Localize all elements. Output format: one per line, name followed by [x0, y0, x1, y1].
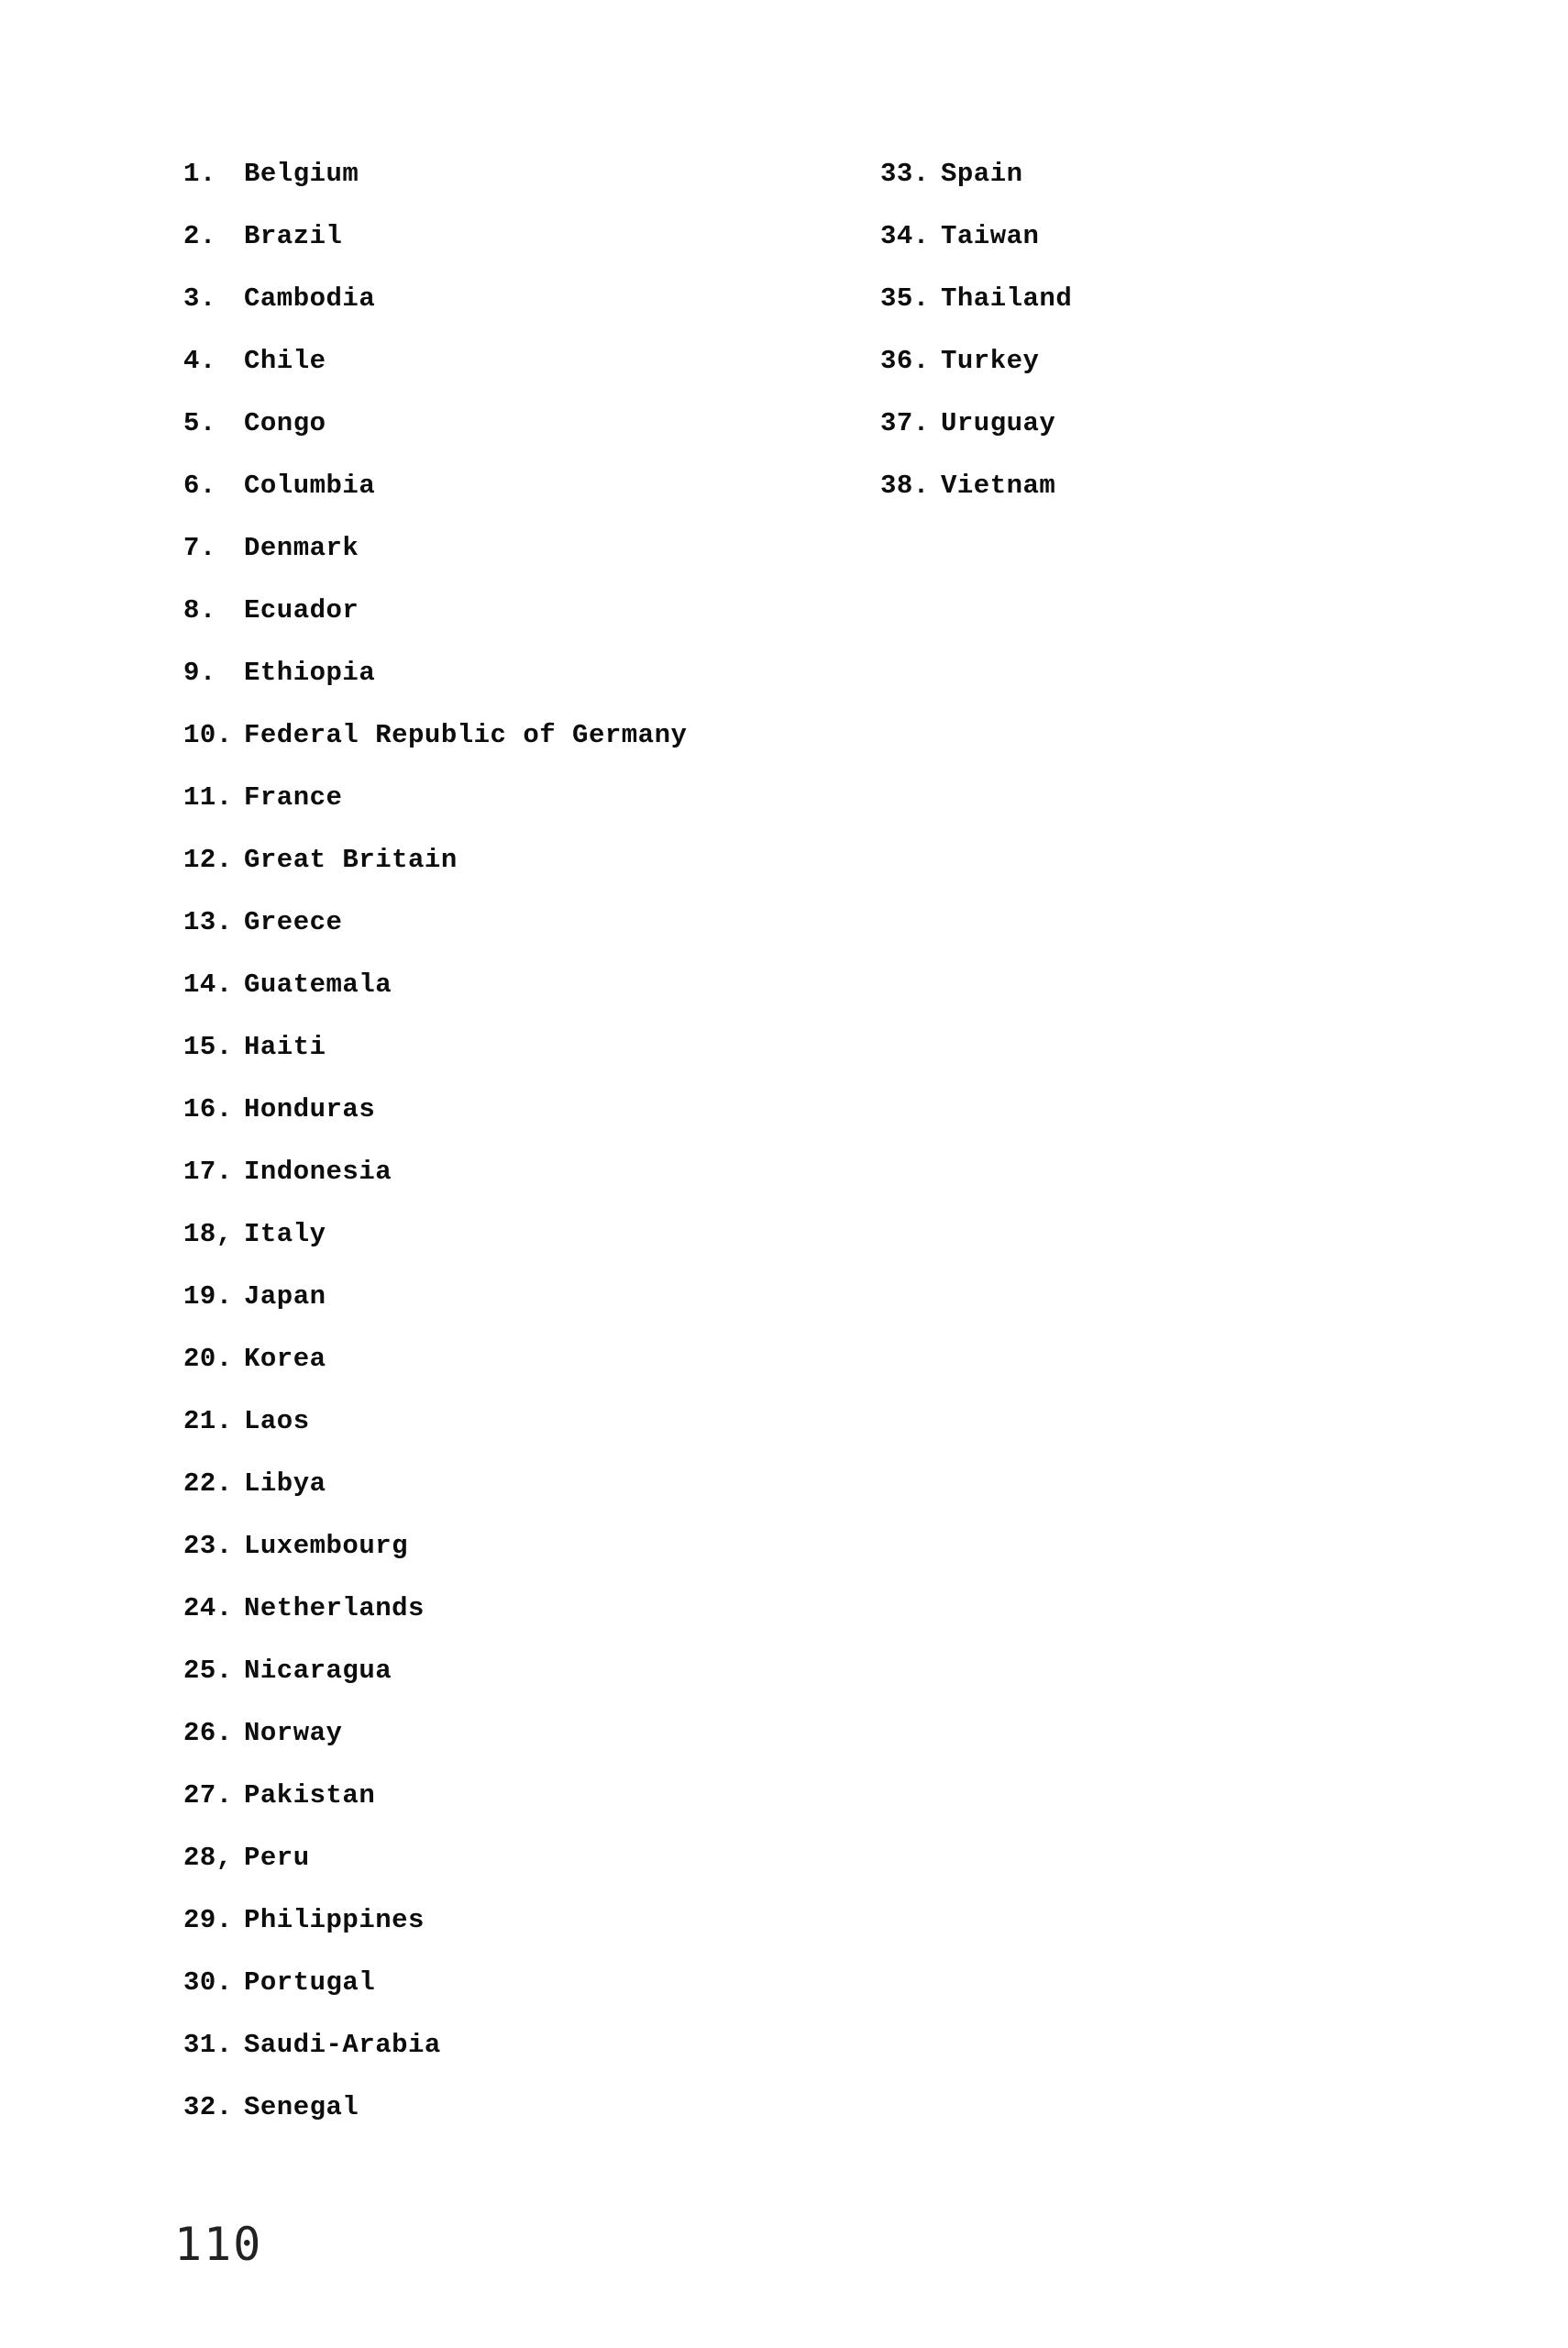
- country-name: Saudi-Arabia: [244, 2030, 441, 2060]
- country-list-item: [183, 2025, 687, 2088]
- item-number: 30.: [183, 1967, 233, 1998]
- country-name: Congo: [244, 408, 326, 438]
- country-list-item: [183, 1277, 687, 1339]
- item-number: 24.: [183, 1593, 233, 1623]
- item-number: 33.: [880, 159, 930, 189]
- item-number: 27.: [183, 1780, 233, 1811]
- country-list-item: [880, 154, 1072, 216]
- item-number: 21.: [183, 1406, 233, 1436]
- country-name: Taiwan: [941, 221, 1040, 251]
- country-name: Guatemala: [244, 969, 392, 1000]
- item-number: 32.: [183, 2092, 233, 2122]
- country-list-item: [183, 903, 687, 965]
- country-list-item: [880, 216, 1072, 279]
- country-name: Ecuador: [244, 595, 359, 626]
- country-list-item: [183, 404, 687, 466]
- country-list-item: [183, 1152, 687, 1214]
- item-number: 17.: [183, 1157, 233, 1187]
- item-number: 20.: [183, 1344, 233, 1374]
- country-name: Greece: [244, 907, 343, 937]
- item-number: 2.: [183, 221, 216, 251]
- country-list-item: [183, 1526, 687, 1589]
- country-list-item: [183, 279, 687, 341]
- country-name: Spain: [941, 159, 1023, 189]
- country-name: Denmark: [244, 533, 359, 563]
- country-list-item: [183, 715, 687, 778]
- item-number: 34.: [880, 221, 930, 251]
- country-name: Portugal: [244, 1967, 376, 1998]
- country-name: Thailand: [941, 283, 1073, 314]
- country-name: Brazil: [244, 221, 343, 251]
- country-list-item: [183, 1090, 687, 1152]
- country-name: Japan: [244, 1281, 326, 1312]
- country-list-item: [183, 466, 687, 528]
- country-list-item: [183, 2088, 687, 2150]
- country-list-item: [183, 216, 687, 279]
- country-name: Indonesia: [244, 1157, 392, 1187]
- country-list-item: [183, 1214, 687, 1277]
- country-name: Norway: [244, 1718, 343, 1748]
- country-list-item: [880, 404, 1072, 466]
- item-number: 14.: [183, 969, 233, 1000]
- country-name: Uruguay: [941, 408, 1056, 438]
- item-number: 19.: [183, 1281, 233, 1312]
- country-name: Federal Republic of Germany: [244, 720, 688, 750]
- country-name: Libya: [244, 1468, 326, 1499]
- country-list-item: [183, 1776, 687, 1838]
- item-number: 38.: [880, 471, 930, 501]
- item-number: 10.: [183, 720, 233, 750]
- country-list-item: [183, 1401, 687, 1464]
- country-name: Chile: [244, 346, 326, 376]
- country-list-item: [183, 1900, 687, 1963]
- country-list-item: [183, 653, 687, 715]
- country-list-item: [183, 965, 687, 1027]
- item-number: 26.: [183, 1718, 233, 1748]
- item-number: 23.: [183, 1531, 233, 1561]
- item-number: 4.: [183, 346, 216, 376]
- item-number: 6.: [183, 471, 216, 501]
- country-list-item: [183, 341, 687, 404]
- country-name: Peru: [244, 1843, 310, 1873]
- item-number: 8.: [183, 595, 216, 626]
- item-number: 13.: [183, 907, 233, 937]
- item-number: 7.: [183, 533, 216, 563]
- country-name: France: [244, 782, 343, 813]
- country-name: Great Britain: [244, 845, 458, 875]
- country-name: Haiti: [244, 1032, 326, 1062]
- country-name: Philippines: [244, 1905, 425, 1935]
- item-number: 35.: [880, 283, 930, 314]
- item-number: 3.: [183, 283, 216, 314]
- country-list-item: [880, 466, 1072, 528]
- country-list-item: [183, 1339, 687, 1401]
- page-number: 110: [174, 2218, 263, 2271]
- item-number: 18,: [183, 1219, 233, 1249]
- item-number: 1.: [183, 159, 216, 189]
- country-name: Belgium: [244, 159, 359, 189]
- country-list-item: [880, 341, 1072, 404]
- country-name: Pakistan: [244, 1780, 376, 1811]
- item-number: 25.: [183, 1656, 233, 1686]
- country-list-item: [183, 1464, 687, 1526]
- country-name: Nicaragua: [244, 1656, 392, 1686]
- country-list-item: [183, 1838, 687, 1900]
- country-list-item: [183, 1713, 687, 1776]
- country-name: Columbia: [244, 471, 376, 501]
- country-list-left-column: [183, 154, 687, 2150]
- country-name: Italy: [244, 1219, 326, 1249]
- item-number: 11.: [183, 782, 233, 813]
- item-number: 16.: [183, 1094, 233, 1124]
- item-number: 12.: [183, 845, 233, 875]
- country-name: Netherlands: [244, 1593, 425, 1623]
- country-list-item: [183, 1589, 687, 1651]
- item-number: 28,: [183, 1843, 233, 1873]
- country-list-item: [183, 528, 687, 591]
- item-number: 31.: [183, 2030, 233, 2060]
- item-number: 5.: [183, 408, 216, 438]
- country-name: Turkey: [941, 346, 1040, 376]
- country-name: Honduras: [244, 1094, 376, 1124]
- country-list-item: [183, 778, 687, 840]
- country-list-item: [183, 591, 687, 653]
- country-name: Senegal: [244, 2092, 359, 2122]
- country-name: Laos: [244, 1406, 310, 1436]
- country-list-item: [183, 154, 687, 216]
- country-name: Vietnam: [941, 471, 1056, 501]
- country-list-item: [183, 1027, 687, 1090]
- country-name: Ethiopia: [244, 658, 376, 688]
- country-list-item: [183, 1963, 687, 2025]
- item-number: 29.: [183, 1905, 233, 1935]
- item-number: 9.: [183, 658, 216, 688]
- country-list-item: [183, 840, 687, 903]
- item-number: 36.: [880, 346, 930, 376]
- country-list-item: [183, 1651, 687, 1713]
- item-number: 22.: [183, 1468, 233, 1499]
- country-list-right-column: [880, 154, 1072, 528]
- item-number: 15.: [183, 1032, 233, 1062]
- item-number: 37.: [880, 408, 930, 438]
- country-name: Luxembourg: [244, 1531, 409, 1561]
- country-list-item: [880, 279, 1072, 341]
- country-name: Korea: [244, 1344, 326, 1374]
- country-name: Cambodia: [244, 283, 376, 314]
